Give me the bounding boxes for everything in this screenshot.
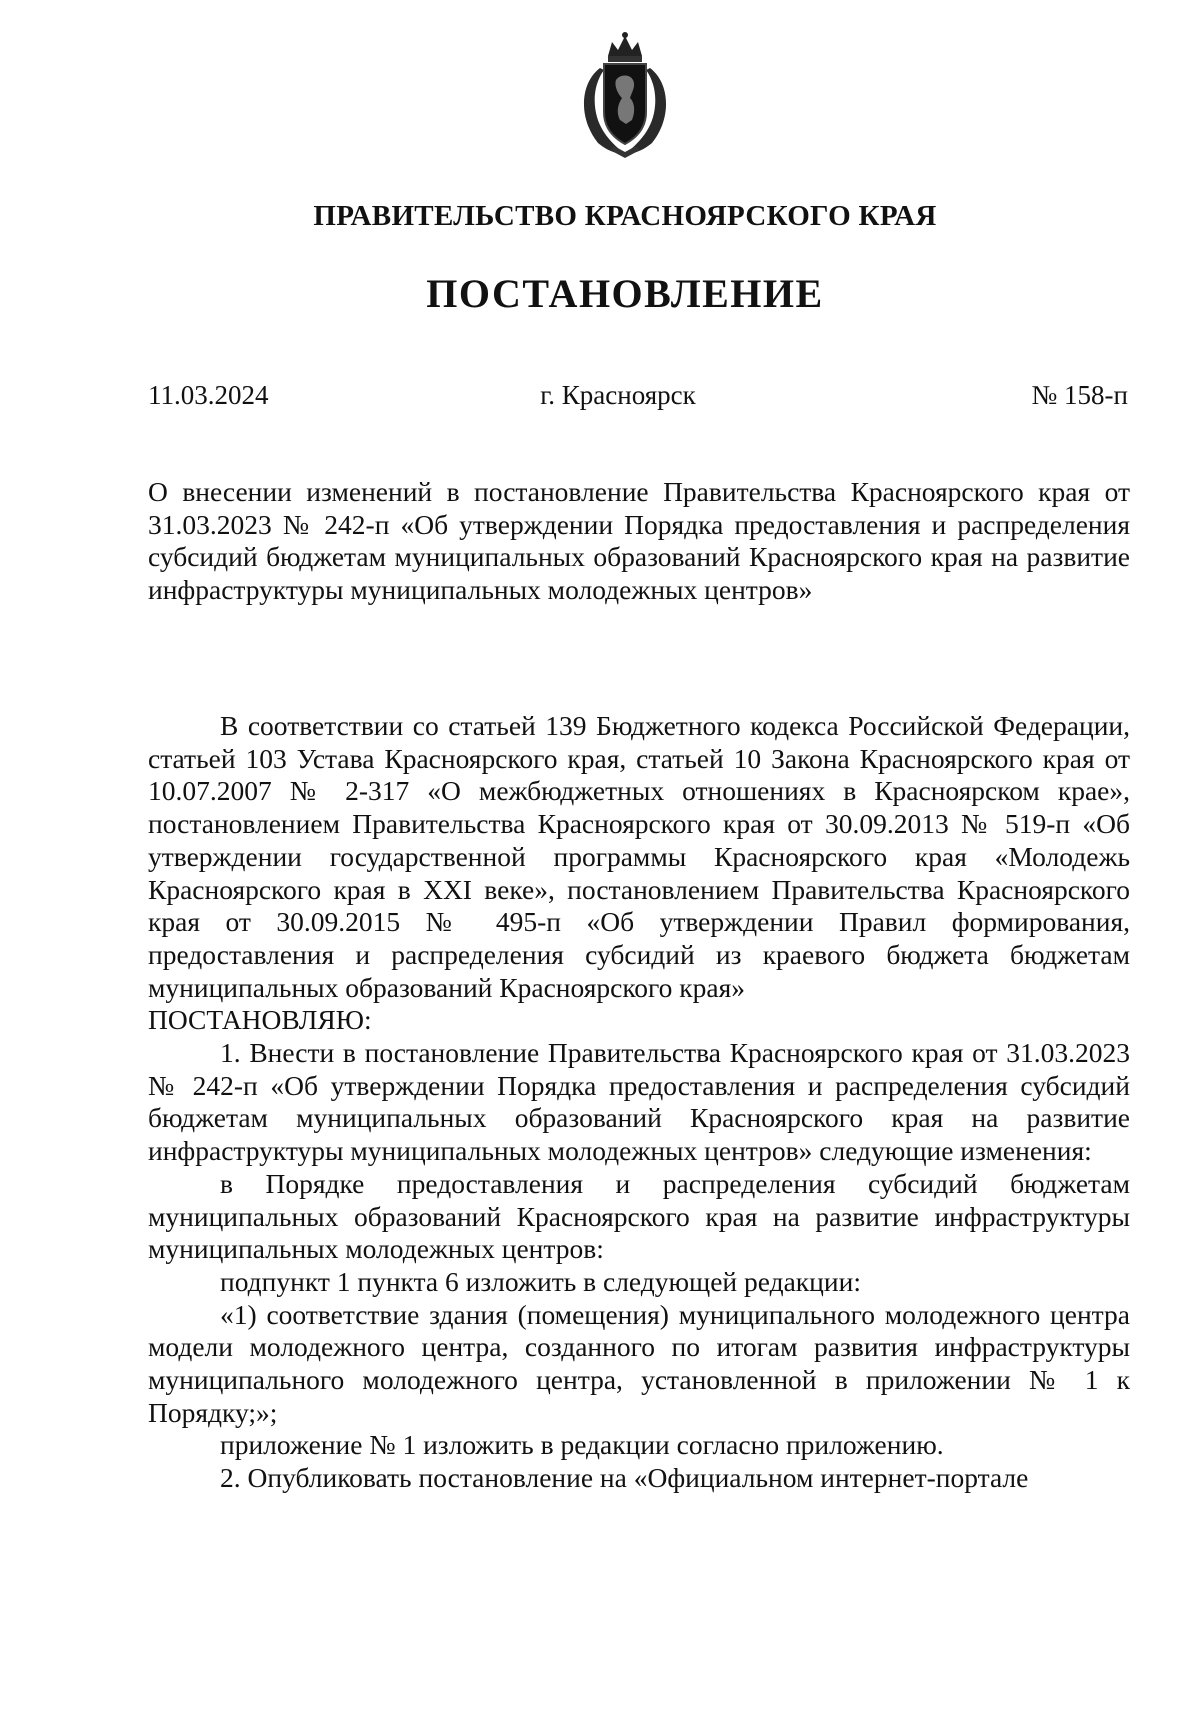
doc-meta: [148, 380, 1128, 416]
doc-subject: [148, 476, 1130, 607]
paragraph-3: подпункт 1 пункта 6 изложить в следующей редакции:: [220, 1265, 861, 1297]
subject-text: О внесении изменений в постановление Правительства Красноярского края от 31.03.2023 № 242-п «Об утверждении Порядка предоставления и распределения субсидий бюджетам муниципальных образований Красноярского края на развитие инфраструктуры муниципальных молодежных центров»: [148, 476, 1130, 606]
doc-body: [148, 710, 1130, 1495]
paragraph-6: 2. Опубликовать постановление на «Официальном интернет-портале: [220, 1462, 1029, 1494]
org-name: ПРАВИТЕЛЬСТВО КРАСНОЯРСКОГО КРАЯ: [313, 200, 937, 232]
krasnoyarsk-coat-of-arms-icon: [570, 28, 680, 160]
preamble-paragraph: В соответствии со статьей 139 Бюджетного кодекса Российской Федерации, статьей 103 Устава Красноярского края, статьей 10 Закона Красноярского края от 10.07.2007 № 2-317 «О межбюджетных отношениях в Красноярском крае», постановлением Правительства Красноярского края от 30.09.2013 № 519-п «Об утверждении государственной программы Красноярского края «Молодежь Красноярского края в XXI веке», постановлением Правительства Красноярского края от 30.09.2015 № 495-п «Об утверждении Правил формирования, предоставления и распределения субсидий из краевого бюджета бюджетам муниципальных образований Красноярского края»: [148, 710, 1130, 1003]
doc-type: ПОСТАНОВЛЕНИЕ: [426, 271, 824, 316]
paragraph-1: 1. Внести в постановление Правительства Красноярского края от 31.03.2023 № 242-п «Об утверждении Порядка предоставления и распределения субсидий бюджетам муниципальных образований Красноярского края на развитие инфраструктуры муниципальных молодежных центров» следующие изменения:: [148, 1037, 1130, 1167]
doc-number: № 158-п: [1031, 380, 1128, 410]
doc-date: 11.03.2024: [148, 380, 269, 410]
paragraph-5: приложение № 1 изложить в редакции согласно приложению.: [220, 1429, 944, 1461]
paragraph-4: «1) соответствие здания (помещения) муниципального молодежного центра модели молодежного центра, созданного по итогам развития инфраструктуры муниципального молодежного центра, установленной в приложении № 1 к Порядку;»;: [148, 1298, 1130, 1428]
paragraph-2: в Порядке предоставления и распределения субсидий бюджетам муниципальных образований Красноярского края на развитие инфраструктуры муниципальных молодежных центров:: [148, 1167, 1130, 1265]
decree-line: ПОСТАНОВЛЯЮ:: [148, 1004, 372, 1036]
doc-city: г. Красноярск: [540, 380, 696, 410]
